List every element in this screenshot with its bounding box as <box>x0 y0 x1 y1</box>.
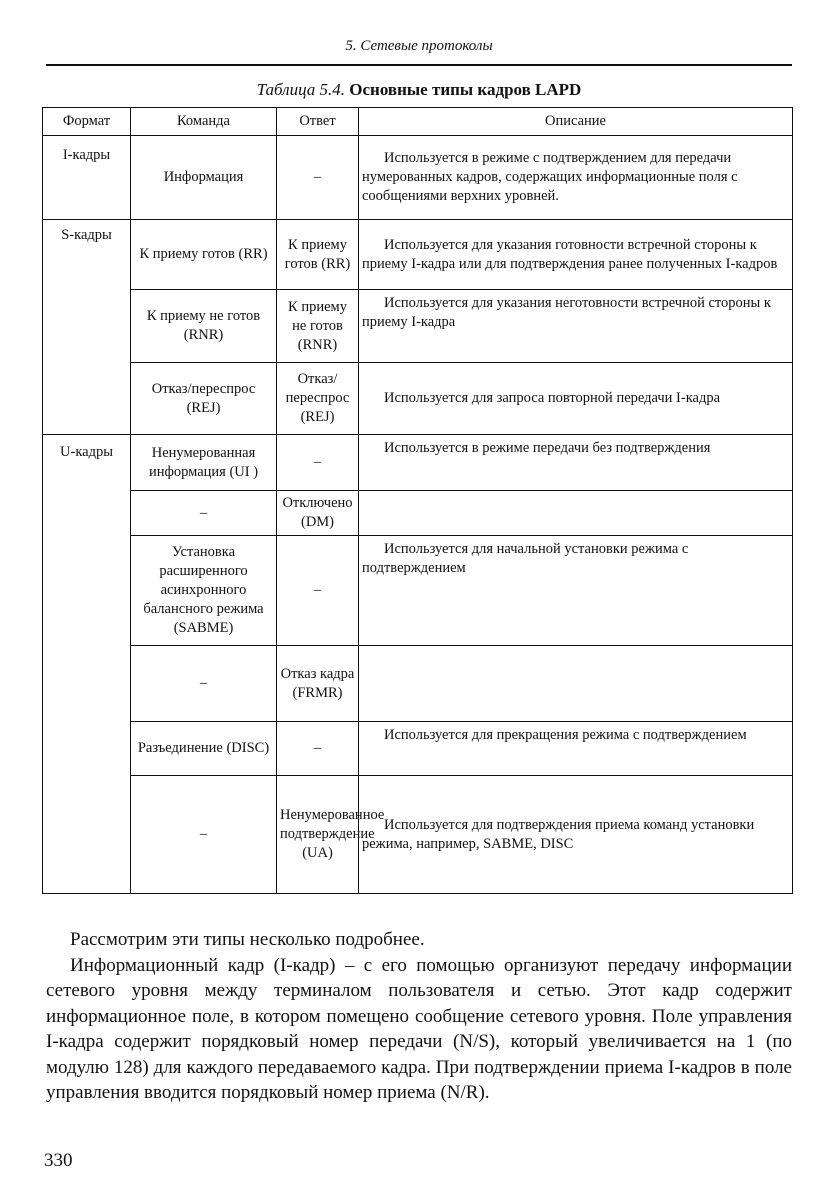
command-cell: – <box>131 776 277 894</box>
description-text: Используется для указания неготовности встречной стороны к приему I-кадра <box>362 295 771 330</box>
response-cell: К приему готов (RR) <box>277 220 359 290</box>
command-cell: Установка расширенного асинхронного балансного режима (SABME) <box>131 536 277 646</box>
description-cell <box>359 220 793 290</box>
description-text: Используется для подтверждения приема команд установки режима, например, SABME, DISC <box>362 816 755 852</box>
table-row <box>43 220 793 290</box>
description-text: Используется для начальной установки режима с подтверждением <box>362 541 689 576</box>
response-cell: – <box>277 435 359 491</box>
command-cell: – <box>131 491 277 536</box>
table-caption <box>46 80 792 100</box>
command-cell: – <box>131 646 277 722</box>
response-cell: – <box>277 536 359 646</box>
description-cell <box>359 290 793 363</box>
response-cell: – <box>277 722 359 776</box>
response-cell: Отказ/переспрос (REJ) <box>277 363 359 435</box>
description-text: Используется для прекращения режима с подтверждением <box>384 727 747 743</box>
table-row <box>43 536 793 646</box>
description-cell <box>359 136 793 220</box>
header-rule <box>46 64 792 66</box>
running-head: 5. Сетевые протоколы <box>345 38 493 54</box>
response-cell: К приему не готов (RNR) <box>277 290 359 363</box>
paragraph: Рассмотрим эти типы несколько подробнее. <box>70 929 425 950</box>
header-response: Ответ <box>277 108 359 136</box>
description-cell <box>359 776 793 894</box>
table-row <box>43 491 793 536</box>
header-format: Формат <box>43 108 131 136</box>
command-cell: К приему не готов (RNR) <box>131 290 277 363</box>
response-cell: Отключено (DM) <box>277 491 359 536</box>
command-cell: Отказ/переспрос (REJ) <box>131 363 277 435</box>
response-cell: – <box>277 136 359 220</box>
format-cell: U-кадры <box>43 435 131 894</box>
header-description: Описание <box>359 108 793 136</box>
table-row <box>43 290 793 363</box>
description-cell <box>359 722 793 776</box>
description-text: Используется в режиме передачи без подтверждения <box>384 440 711 456</box>
command-cell: К приему готов (RR) <box>131 220 277 290</box>
s-frames-group <box>43 220 793 435</box>
description-text: Используется для запроса повторной передачи I-кадра <box>384 390 721 406</box>
description-cell <box>359 646 793 722</box>
i-frames-group <box>43 136 793 220</box>
format-cell: S-кадры <box>43 220 131 435</box>
table-row <box>43 646 793 722</box>
paragraph: Информационный кадр (I-кадр) – с его помощью организуют передачу информации сетевого уровня между терминалом пользователя и сетью. Этот кадр содержит информационное поле, в котором помещено сообщение сетевого уровня. Поле управления I-кадра содержит порядковый номер передачи (N/S), который увеличивается на 1 (по модулю 128) для каждого передаваемого кадра. При подтверждении приема I-кадров в поле управления вводится порядковый номер приема (N/R). <box>46 954 792 1103</box>
command-cell: Информация <box>131 136 277 220</box>
description-text: Используется в режиме с подтверждением для передачи нумерованных кадров, содержащих информационные поля с сообщениями верхних уровней. <box>362 150 738 204</box>
table-row <box>43 136 793 220</box>
body-text <box>46 927 792 1106</box>
lapd-frame-types-table <box>42 107 793 894</box>
description-cell <box>359 363 793 435</box>
description-cell <box>359 536 793 646</box>
command-cell: Ненумерованная информация (UI ) <box>131 435 277 491</box>
command-cell: Разъединение (DISC) <box>131 722 277 776</box>
page-number: 330 <box>44 1150 73 1171</box>
table-row <box>43 435 793 491</box>
table-row <box>43 722 793 776</box>
description-cell <box>359 435 793 491</box>
header-command: Команда <box>131 108 277 136</box>
format-cell: I-кадры <box>43 136 131 220</box>
response-cell: Ненумерованное подтверждение (UA) <box>277 776 359 894</box>
description-cell <box>359 491 793 536</box>
u-frames-group <box>43 435 793 894</box>
caption-label: Таблица 5.4. <box>256 80 346 99</box>
table-header-row <box>43 108 793 136</box>
caption-title: Основные типы кадров LAPD <box>349 80 582 99</box>
description-text: Используется для указания готовности встречной стороны к приему I-кадра или для подтверждения ранее полученных I-кадров <box>362 236 778 272</box>
table-row <box>43 776 793 894</box>
table-row <box>43 363 793 435</box>
response-cell: Отказ кадра (FRMR) <box>277 646 359 722</box>
